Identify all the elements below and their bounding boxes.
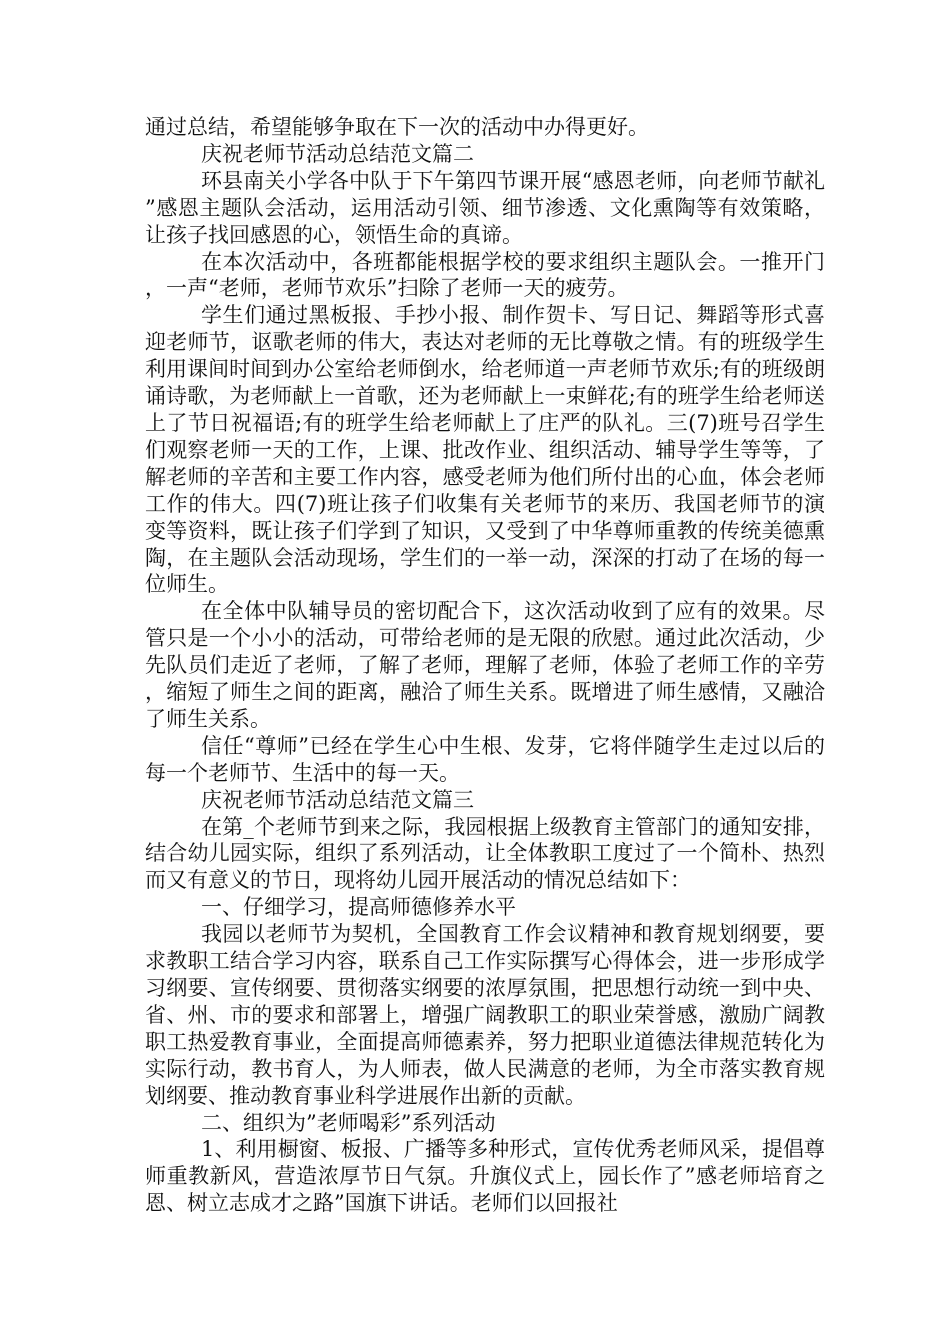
subheading-two: 二、组织为”老师喝彩”系列活动 [201, 1110, 496, 1135]
document-body [145, 114, 825, 1217]
paragraph: 学生们通过黑板报、手抄小报、制作贺卡、写日记、舞蹈等形式喜迎老师节，讴歌老师的伟大，表达对老师的无比尊敬之情。有的班级学生利用课间时间到办公室给老师倒水，给老师道一声老师节欢乐;有的班级朗诵诗歌，为老师献上一首歌，还为老师献上一束鲜花;有的班学生给老师送上了节日祝福语;有的班学生给老师献上了庄严的队礼。三(7)班号召学生们观察老师一天的工作，上课、批改作业、组织活动、辅导学生等等，了解老师的辛苦和主要工作内容，感受老师为他们所付出的心血，体会老师工作的伟大。四(7)班让孩子们收集有关老师节的来历、我国老师节的演变等资料，既让孩子们学到了知识，又受到了中华尊师重教的传统美德熏陶，在主题队会活动现场，学生们的一举一动，深深的打动了在场的每一位师生。 [145, 303, 825, 597]
paragraph: 在全体中队辅导员的密切配合下，这次活动收到了应有的效果。尽管只是一个小小的活动，可带给老师的是无限的欣慰。通过此次活动，少先队员们走近了老师，了解了老师，理解了老师，体验了老师工作的辛劳，缩短了师生之间的距离，融洽了师生关系。既增进了师生感情，又融洽了师生关系。 [145, 599, 825, 731]
subheading-one: 一、仔细学习，提高师德修养水平 [201, 895, 516, 920]
paragraph: 1、利用橱窗、板报、广播等多种形式，宣传优秀老师风采，提倡尊师重教新风，营造浓厚节日气氛。升旗仪式上，园长作了”感老师培育之恩、树立志成才之路”国旗下讲话。老师们以回报社 [145, 1137, 825, 1216]
paragraph: 环县南关小学各中队于下午第四节课开展“感恩老师，向老师节献礼”感恩主题队会活动，运用活动引领、细节渗透、文化熏陶等有效策略，让孩子找回感恩的心，领悟生命的真谛。 [145, 168, 825, 247]
paragraph-intro-continuation: 通过总结，希望能够争取在下一次的活动中办得更好。 [145, 115, 649, 139]
section-heading-part-two: 庆祝老师节活动总结范文篇二 [201, 141, 474, 166]
section-heading-part-three: 庆祝老师节活动总结范文篇三 [201, 787, 474, 812]
paragraph: 在本次活动中，各班都能根据学校的要求组织主题队会。一推开门，一声“老师，老师节欢乐”扫除了老师一天的疲劳。 [145, 249, 825, 301]
paragraph: 我园以老师节为契机，全国教育工作会议精神和教育规划纲要，要求教职工结合学习内容，联系自己工作实际撰写心得体会，进一步形成学习纲要、宣传纲要、贯彻落实纲要的浓厚氛围，把思想行动统一到中央、省、州、市的要求和部署上，增强广阔教职工的职业荣誉感，激励广阔教职工热爱教育事业，全面提高师德素养，努力把职业道德法律规范转化为实际行动，教书育人，为人师表，做人民满意的老师，为全市落实教育规划纲要、推动教育事业科学进展作出新的贡献。 [145, 922, 825, 1108]
paragraph: 在第_个老师节到来之际，我园根据上级教育主管部门的通知安排，结合幼儿园实际，组织了系列活动，让全体教职工度过了一个简朴、热烈而又有意义的节日，现将幼儿园开展活动的情况总结如下： [145, 814, 825, 893]
paragraph: 信任“尊师”已经在学生心中生根、发芽，它将伴随学生走过以后的每一个老师节、生活中的每一天。 [145, 733, 825, 785]
